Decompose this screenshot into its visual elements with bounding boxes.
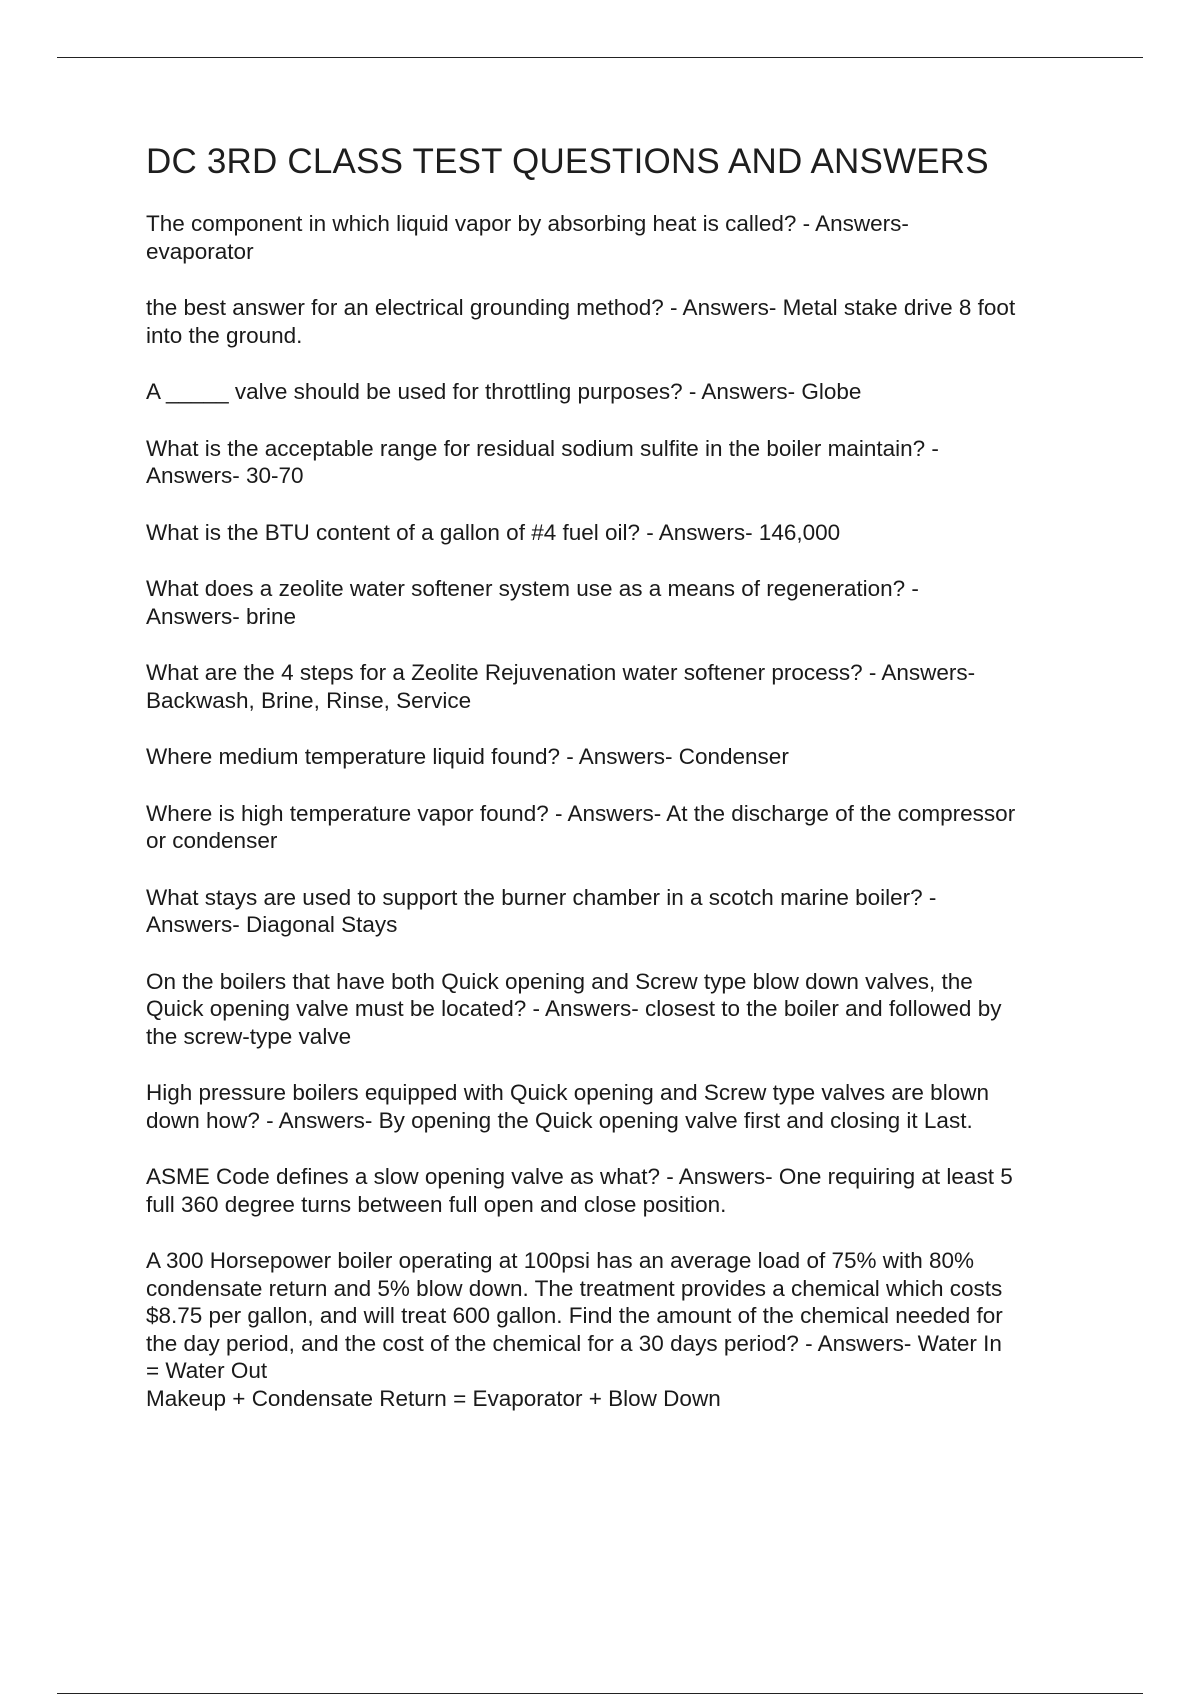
qa-item: Where medium temperature liquid found? - Answers- Condenser (146, 744, 789, 769)
qa-item: Where is high temperature vapor found? - Answers- At the discharge of the compressor or condenser (146, 800, 1016, 853)
qa-item: ASME Code defines a slow opening valve as what? - Answers- One requiring at least 5 full 360 degree turns between full open and close position. (146, 1164, 1013, 1217)
bottom-rule (57, 1693, 1143, 1694)
qa-item: the best answer for an electrical grounding method? - Answers- Metal stake drive 8 foot into the ground. (146, 295, 1016, 348)
document-body (146, 142, 1096, 1441)
qa-item: What are the 4 steps for a Zeolite Rejuvenation water softener process? - Answers- Backwash, Brine, Rinse, Service (146, 660, 976, 713)
qa-list (146, 210, 1096, 1412)
page-title: DC 3RD CLASS TEST QUESTIONS AND ANSWERS (146, 142, 989, 181)
qa-item: What does a zeolite water softener system use as a means of regeneration? - Answers- brine (146, 576, 919, 629)
qa-item: What stays are used to support the burner chamber in a scotch marine boiler? - Answers- Diagonal Stays (146, 884, 937, 937)
qa-item: High pressure boilers equipped with Quick opening and Screw type valves are blown down how? - Answers- By opening the Quick opening valve first and closing it Last. (146, 1080, 989, 1133)
qa-item: On the boilers that have both Quick opening and Screw type blow down valves, the Quick opening valve must be located? - Answers- closest to the boiler and followed by the screw-type valve (146, 968, 1002, 1049)
qa-item: A _____ valve should be used for throttling purposes? - Answers- Globe (146, 379, 862, 404)
top-rule (57, 57, 1143, 58)
qa-item: The component in which liquid vapor by absorbing heat is called? - Answers- evaporator (146, 211, 909, 264)
qa-item: What is the BTU content of a gallon of #4 fuel oil? - Answers- 146,000 (146, 519, 841, 545)
qa-item: What is the acceptable range for residual sodium sulfite in the boiler maintain? - Answers- 30-70 (146, 435, 939, 488)
qa-item: A 300 Horsepower boiler operating at 100psi has an average load of 75% with 80% condensate return and 5% blow down. The treatment provides a chemical which costs $8.75 per gallon, and will treat 600 gallon. Find the amount of the chemical needed for the day period, and the cost of the chemical for a 30 days period? - Answers- Water In = Water Out Makeup + Condensate Return = Evaporator + Blow Down (146, 1248, 1003, 1411)
